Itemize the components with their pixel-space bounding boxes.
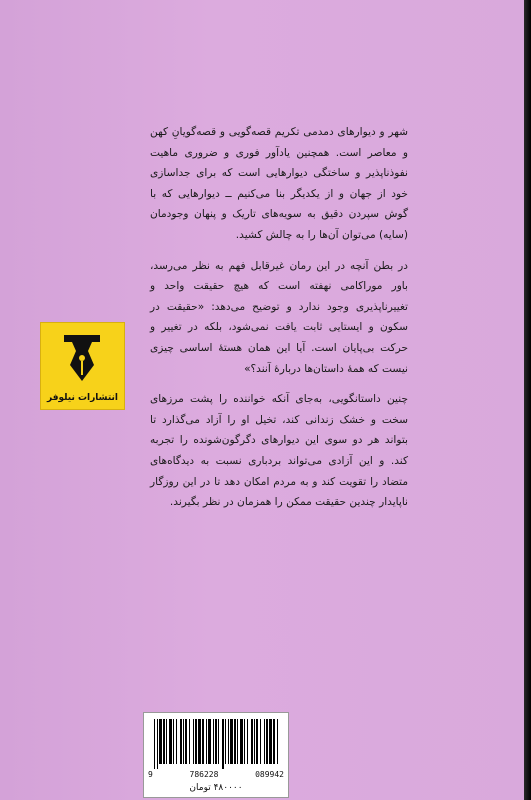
barcode-bar	[163, 719, 165, 764]
barcode-bar	[198, 719, 201, 764]
barcode-bar	[193, 719, 194, 764]
barcode-bar	[176, 719, 177, 764]
barcode-bar	[202, 719, 204, 764]
barcode-bar	[169, 719, 172, 764]
barcode-bar	[244, 719, 245, 764]
barcode-bar	[208, 719, 211, 764]
barcode-bar	[237, 719, 238, 764]
barcode-bar	[157, 719, 158, 769]
blurb-paragraph-2: در بطن آنچه در این رمان غیرقابل فهم به نظر می‌رسد، باور موراکامی نهفته است که هیچ حقیقت واحد و تغییرناپذیری وجود ندارد و توضیح می‌دهد: «حقیقت در سکون و ایستایی ثابت یافت نمی‌شود، بلکه در تغییر و حرکت بی‌پایان است. آیا این همان هستهٔ اساسی چیزی نیست که همهٔ داستان‌ها دربارهٔ آنند؟»	[150, 259, 408, 375]
barcode-bar	[183, 719, 184, 764]
barcode-bars	[152, 719, 280, 769]
barcode-bar	[173, 719, 174, 764]
barcode-bar	[254, 719, 255, 764]
barcode-bar	[260, 719, 261, 764]
barcode-bar	[225, 719, 226, 764]
barcode-bar	[256, 719, 258, 764]
barcode-bar	[228, 719, 229, 764]
barcode-bar	[185, 719, 187, 764]
barcode-bar	[247, 719, 248, 764]
barcode-right-digits: 089942	[255, 770, 284, 779]
barcode-bar	[230, 719, 233, 764]
barcode-bar	[234, 719, 236, 764]
barcode-bar	[159, 719, 162, 764]
barcode-digits	[148, 770, 284, 779]
publisher-name: انتشارات نیلوفر	[47, 393, 118, 403]
barcode-bar	[240, 719, 243, 764]
barcode-bar	[195, 719, 197, 764]
back-cover-blurb	[150, 122, 408, 523]
barcode-bar	[213, 719, 214, 764]
barcode-lead-digit: 9	[148, 770, 153, 779]
barcode-bar	[215, 719, 217, 764]
barcode-bar	[269, 719, 272, 764]
barcode-bar	[251, 719, 253, 764]
book-spine-edge	[524, 0, 531, 800]
isbn-barcode	[143, 712, 289, 798]
barcode-bar	[222, 719, 224, 769]
barcode-bar	[277, 719, 278, 764]
barcode-bar	[154, 719, 155, 769]
barcode-left-digits: 786228	[189, 770, 219, 779]
barcode-bar	[180, 719, 182, 764]
blurb-paragraph-1: شهر و دیوارهای دمدمی تکریم قصه‌گویی و قصه‌گویانِ کهن و معاصر است. همچنین یادآور فوری و ضروری ماهیت نفوذناپذیر و ساختگی دیوارهایی است که برای جداسازی خود از جهان و از یکدیگر بنا می‌کنیم ــ دیوارهایی که با گوش سپردن دقیق به سویه‌های تاریک و پنهان وجودمان (سایه) می‌توان آن‌ها را به چالش کشید.	[150, 126, 408, 241]
barcode-bar	[266, 719, 268, 764]
barcode-bar	[189, 719, 190, 764]
barcode-bar	[218, 719, 219, 764]
publisher-logo-box	[40, 322, 125, 410]
barcode-bar	[166, 719, 167, 764]
price-label: ۴۸۰۰۰۰ تومان	[189, 783, 243, 793]
barcode-bar	[264, 719, 265, 764]
nib-logo-icon	[58, 331, 106, 383]
barcode-bar	[206, 719, 207, 764]
blurb-paragraph-3: چنین داستانگویی، به‌جای آنکه خواننده را پشت مرزهای سخت و خشک زندانی کند، تخیل او را آزاد می‌گذارد تا بتواند هر دو سوی این دیوارهای دگرگون‌شونده را تجربه کند. و این آزادی می‌تواند بردباری نسبت به دیدگاه‌های متضاد را تقویت کند و به مردم امکان دهد تا در این روزگار ناپایدار چندین حقیقت ممکن را همزمان در نظر بگیرند.	[150, 393, 408, 509]
barcode-bar	[273, 719, 275, 764]
